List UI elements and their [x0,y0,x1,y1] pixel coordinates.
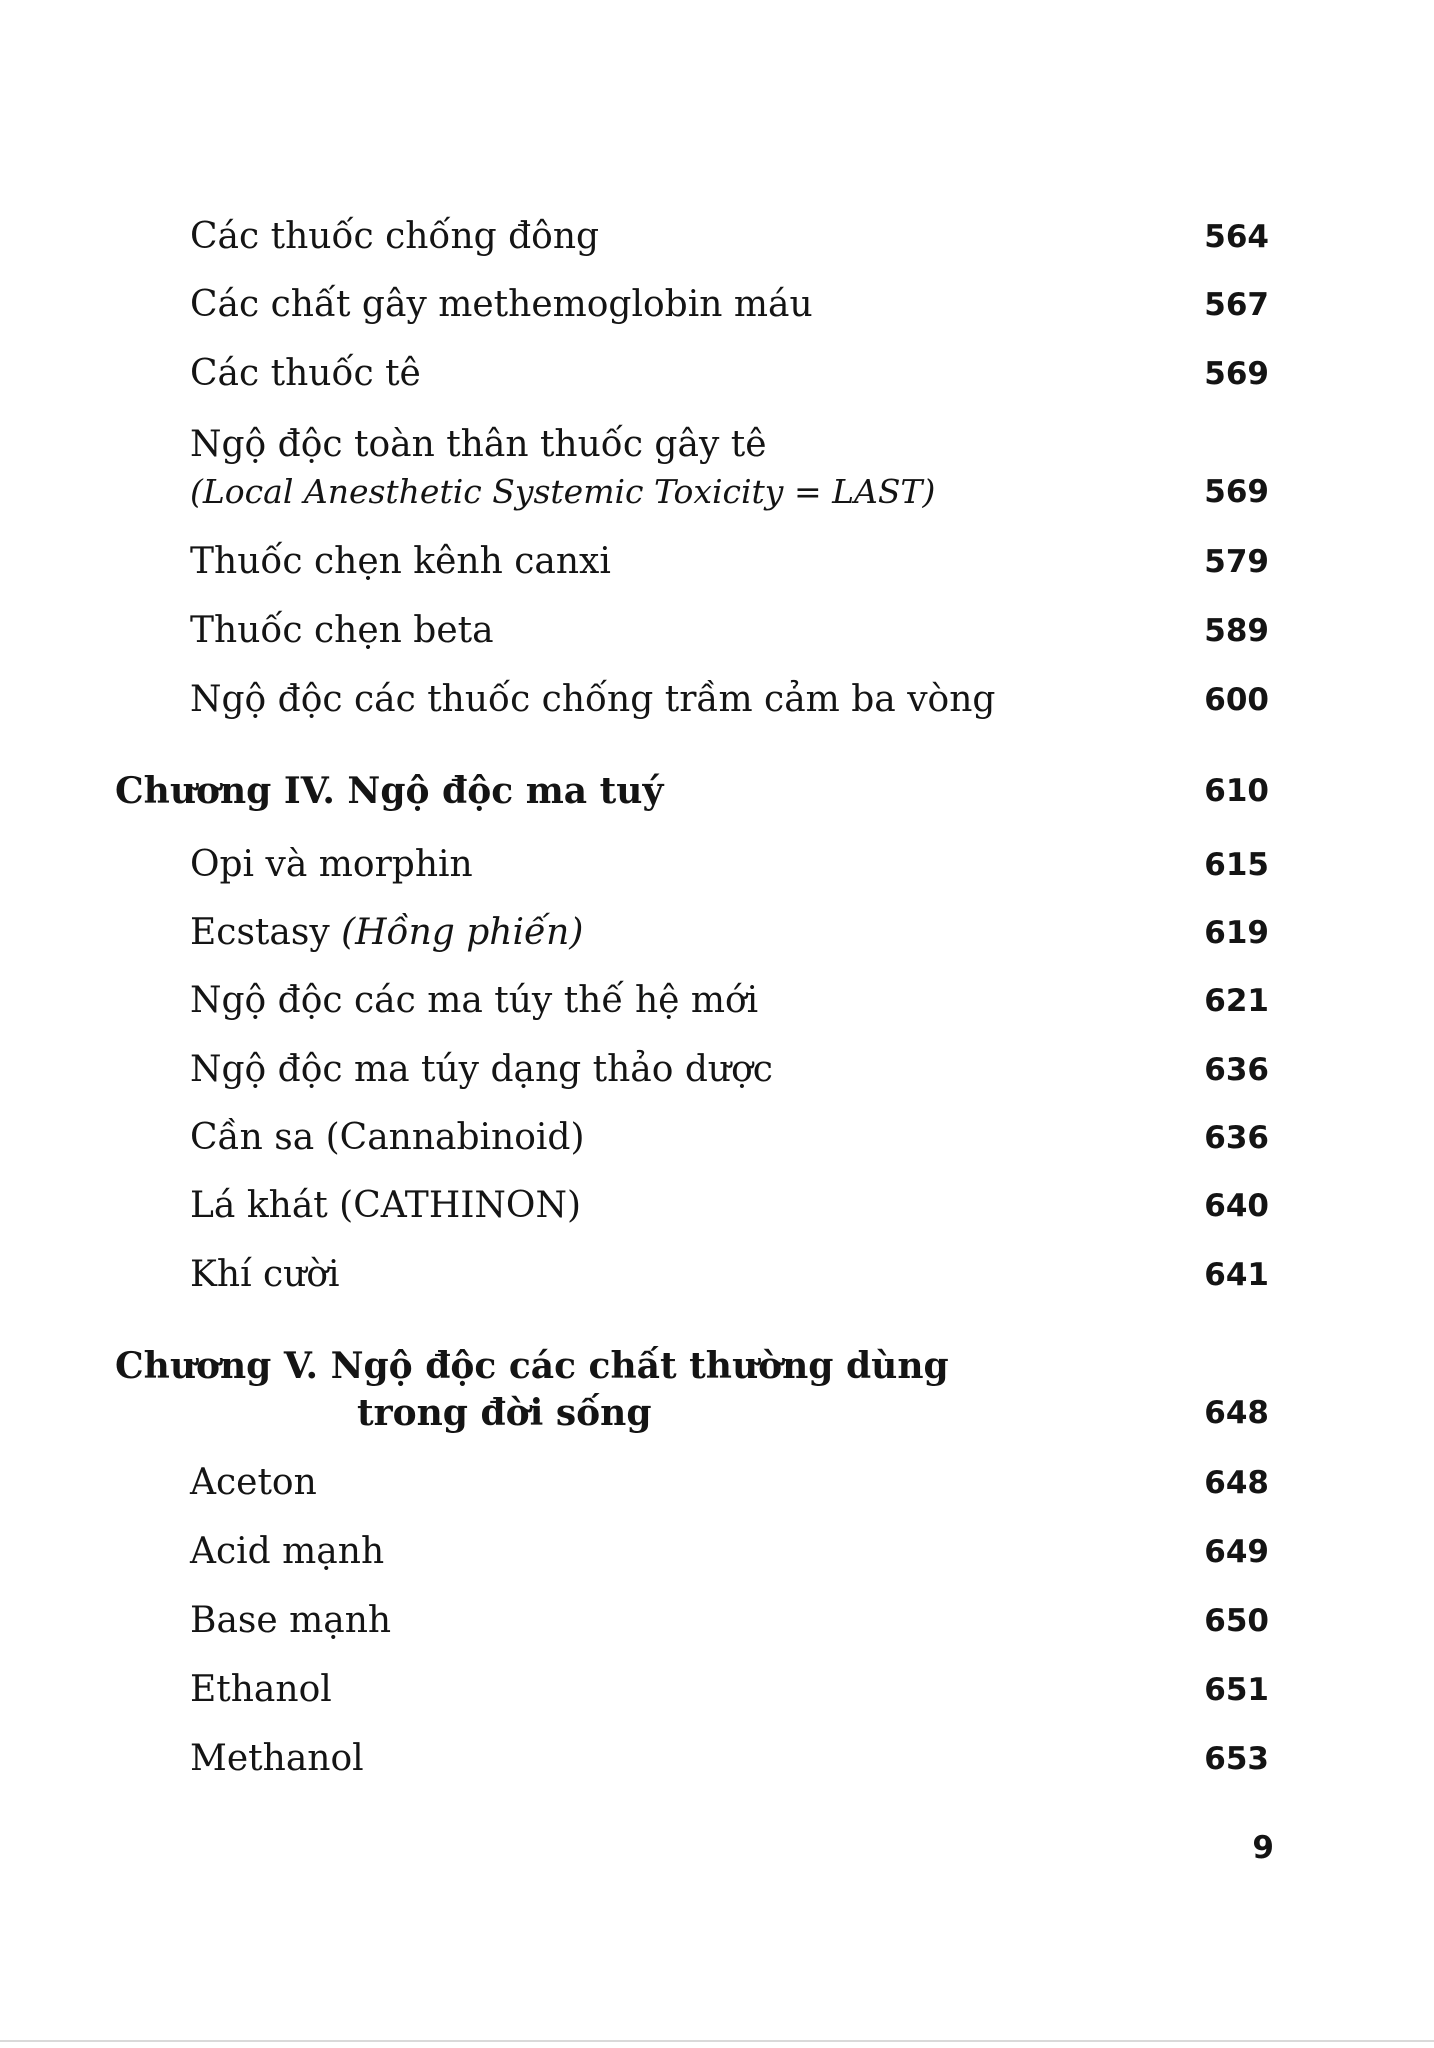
toc-entry-label: Aceton [190,1462,317,1503]
chapter-page: 610 [1204,773,1269,809]
chapter-title: Chương IV. Ngộ độc ma tuý [115,770,664,812]
toc-entry-page: 636 [1204,1052,1269,1088]
toc-entry [0,1040,1434,1100]
toc-entry [0,1660,1434,1720]
toc-entry-label: Các chất gây methemoglobin máu [190,284,813,325]
toc-entry-page: 600 [1204,682,1269,718]
toc-entry-label: Ngộ độc các ma túy thế hệ mới [190,980,759,1021]
toc-entry [0,532,1434,592]
chapter-heading-line2 [0,1383,1434,1443]
toc-entry [0,903,1434,963]
toc-entry [0,1176,1434,1236]
toc-entry [0,1591,1434,1651]
toc-entry-label: Methanol [190,1738,364,1779]
toc-entry-page: 579 [1204,544,1269,580]
toc-entry-label: Thuốc chẹn beta [190,610,494,651]
toc-entry [0,344,1434,404]
toc-entry-page: 567 [1204,287,1269,323]
chapter-page: 648 [1204,1395,1269,1431]
toc-entry-page: 621 [1204,983,1269,1019]
toc-entry-label: Opi và morphin [190,844,473,885]
toc-entry-label: Các thuốc tê [190,353,421,394]
toc-entry [0,601,1434,661]
toc-entry [0,1245,1434,1305]
toc-entry-page: 641 [1204,1257,1269,1293]
page-number: 9 [1252,1830,1274,1866]
toc-entry [0,670,1434,730]
chapter-title: Chương V. Ngộ độc các chất thường dùng [115,1345,949,1387]
toc-entry-label: Ecstasy (Hồng phiến) [190,912,584,953]
toc-entry [0,835,1434,895]
toc-entry-label: Ngộ độc toàn thân thuốc gây tê [190,424,767,465]
toc-entry [0,1108,1434,1168]
toc-entry-page: 650 [1204,1603,1269,1639]
toc-entry-label: Cần sa (Cannabinoid) [190,1117,585,1158]
toc-entry-page: 569 [1204,474,1269,510]
toc-entry [0,1522,1434,1582]
toc-entry-label: Base mạnh [190,1600,392,1641]
toc-entry-page: 564 [1204,219,1269,255]
toc-entry [0,1729,1434,1789]
toc-entry-page: 640 [1204,1188,1269,1224]
toc-entry-page: 636 [1204,1120,1269,1156]
toc-entry-label: Acid mạnh [190,1531,385,1572]
toc-entry-page: 649 [1204,1534,1269,1570]
toc-entry-page: 619 [1204,915,1269,951]
toc-entry [0,1453,1434,1513]
toc-entry-page: 651 [1204,1672,1269,1708]
toc-entry-page: 653 [1204,1741,1269,1777]
toc-entry-label: Các thuốc chống đông [190,216,600,257]
toc-entry-page: 648 [1204,1465,1269,1501]
toc-entry-page: 569 [1204,356,1269,392]
chapter-heading [0,761,1434,821]
toc-entry-label: Ngộ độc ma túy dạng thảo dược [190,1049,773,1090]
toc-entry [0,207,1434,267]
toc-entry-page: 615 [1204,847,1269,883]
chapter-title-cont: trong đời sống [357,1392,652,1434]
toc-entry-label: Khí cười [190,1254,340,1295]
toc-entry-label: Ngộ độc các thuốc chống trầm cảm ba vòng [190,679,996,720]
page-edge [0,2040,1434,2042]
toc-entry [0,275,1434,335]
toc-entry-page: 589 [1204,613,1269,649]
toc-entry-line2 [0,462,1434,522]
toc-entry [0,971,1434,1031]
toc-entry-label: Lá khát (CATHINON) [190,1185,581,1226]
toc-entry-label-italic: (Local Anesthetic Systemic Toxicity = LAST) [190,472,936,511]
toc-entry-label: Thuốc chẹn kênh canxi [190,541,611,582]
toc-entry-label: Ethanol [190,1669,332,1710]
